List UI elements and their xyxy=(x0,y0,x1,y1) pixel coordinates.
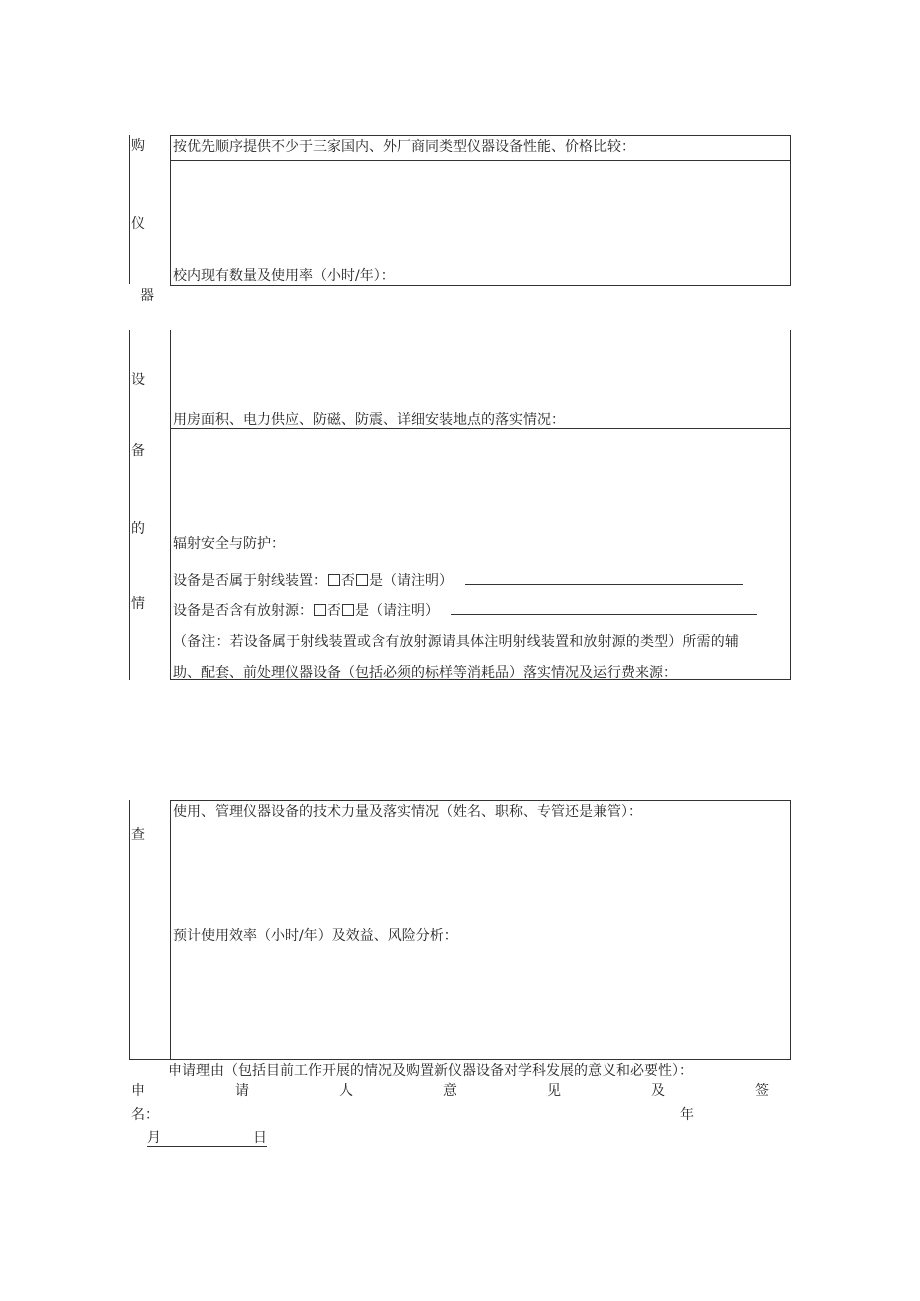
radiation-safety-label: 辐射安全与防护： xyxy=(173,536,285,552)
applicant-opinion-label xyxy=(131,1084,769,1098)
ray-device-remark-line[interactable] xyxy=(465,572,743,585)
current-usage-label: 校内现有数量及使用率（小时/年）： xyxy=(173,268,395,284)
date-month-label: 月 xyxy=(147,1130,161,1146)
signature-name-label: 名： xyxy=(131,1107,159,1123)
section3-bottom-border xyxy=(129,1059,171,1060)
radioactive-source-no-checkbox[interactable] xyxy=(314,604,326,616)
left-border-section3 xyxy=(129,800,130,1060)
radioactive-source-label: 设备是否含有放射源： xyxy=(173,603,313,619)
option-no-label: 否 xyxy=(327,603,341,619)
left-border-section1 xyxy=(129,135,130,284)
technical-staff-label: 使用、管理仪器设备的技术力量及落实情况（姓名、职称、专管还是兼管）： xyxy=(173,804,642,820)
option-yes-label: 是（请注明） xyxy=(369,573,453,589)
remark-note-line2: 助、配套、前处理仪器设备（包括必须的标样等消耗品）落实情况及运行费来源： xyxy=(173,665,677,681)
remark-note-line1: （备注：若设备属于射线装置或含有放射源请具体注明射线装置和放射源的类型）所需的辅 xyxy=(173,634,739,650)
applicant-label-char: 见 xyxy=(547,1083,561,1099)
ray-device-no-checkbox[interactable] xyxy=(328,574,340,586)
section2-facility-divider xyxy=(170,428,791,429)
side-label-char: 设 xyxy=(131,372,145,388)
side-label-char: 情 xyxy=(131,596,145,612)
price-comparison-label: 按优先顺序提供不少于三家国内、外厂商同类型仪器设备性能、价格比较： xyxy=(173,139,635,155)
side-label-char: 的 xyxy=(131,521,145,537)
date-day-label: 日 xyxy=(253,1130,267,1146)
date-month-day xyxy=(147,1131,267,1147)
section2-inner-left-border xyxy=(170,330,171,680)
option-yes-label: 是（请注明） xyxy=(355,603,439,619)
section1-table xyxy=(170,135,791,286)
option-no-label: 否 xyxy=(341,573,355,589)
side-label-char: 器 xyxy=(140,288,154,304)
applicant-label-char: 签 xyxy=(755,1083,769,1099)
section2-right-border xyxy=(790,330,791,680)
radioactive-source-question xyxy=(173,602,757,618)
side-label-char: 仪 xyxy=(131,216,145,232)
section1-header-divider xyxy=(170,160,791,161)
ray-device-question xyxy=(173,572,743,588)
applicant-label-char: 及 xyxy=(651,1083,665,1099)
application-reason-label: 申请理由（包括目前工作开展的情况及购置新仪器设备对学科发展的意义和必要性）： xyxy=(168,1063,693,1079)
ray-device-label: 设备是否属于射线装置： xyxy=(173,573,327,589)
radioactive-source-remark-line[interactable] xyxy=(451,602,757,615)
ray-device-yes-checkbox[interactable] xyxy=(356,574,368,586)
radioactive-source-yes-checkbox[interactable] xyxy=(342,604,354,616)
applicant-label-char: 申 xyxy=(131,1083,145,1099)
side-label-char: 购 xyxy=(131,138,145,154)
side-label-char: 查 xyxy=(131,827,145,843)
facility-conditions-label: 用房面积、电力供应、防磁、防震、详细安装地点的落实情况： xyxy=(173,412,565,428)
applicant-label-char: 人 xyxy=(339,1083,353,1099)
left-border-section2 xyxy=(129,330,130,680)
applicant-label-char: 意 xyxy=(443,1083,457,1099)
side-label-char: 备 xyxy=(131,443,145,459)
applicant-label-char: 请 xyxy=(235,1083,249,1099)
date-year-label: 年 xyxy=(680,1107,694,1123)
efficiency-analysis-label: 预计使用效率（小时/年）及效益、风险分析： xyxy=(173,928,458,944)
